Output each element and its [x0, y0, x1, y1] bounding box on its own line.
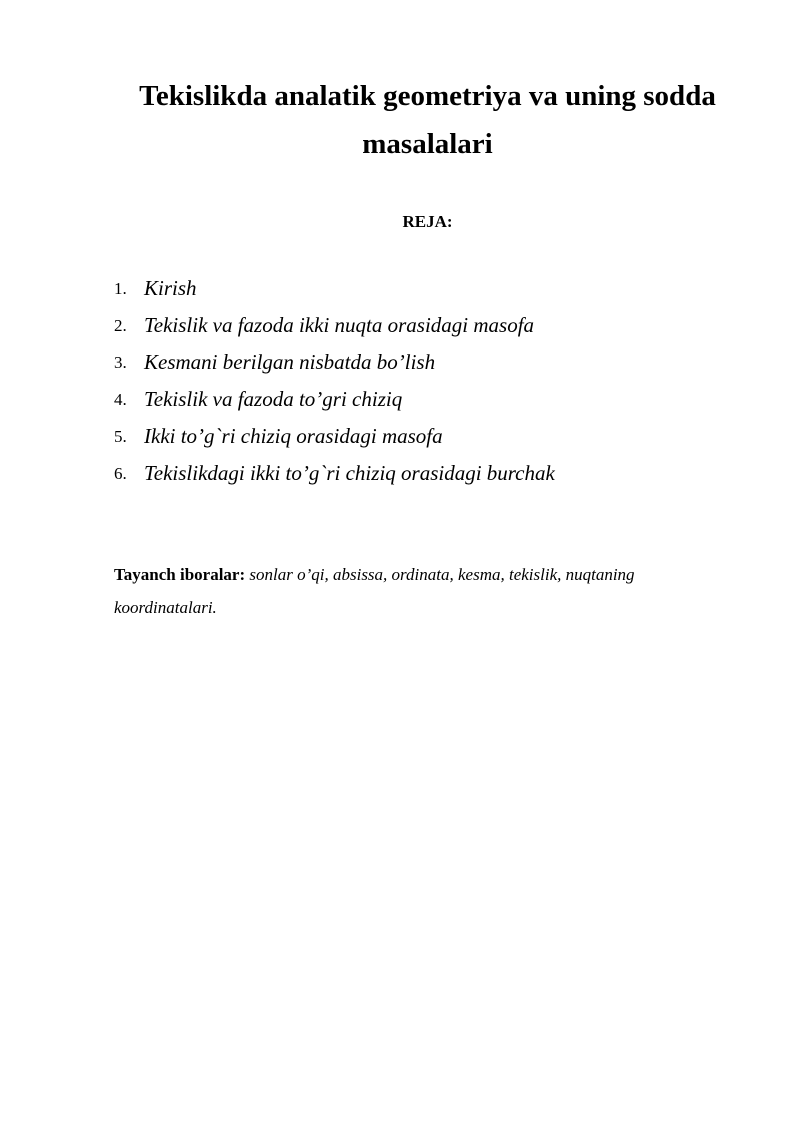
plan-item-text: Tekislik va fazoda to’gri chiziq: [144, 387, 403, 411]
keywords-text: sonlar o’qi, absissa, ordinata, kesma, tekislik, nuqtaning koordinatalari.: [114, 565, 635, 617]
plan-item-text: Kirish: [144, 276, 197, 300]
plan-heading: REJA:: [402, 212, 453, 231]
plan-item-number: 5.: [114, 427, 127, 446]
plan-item-text: Tekislikdagi ikki to’g`ri chiziq orasidagi burchak: [144, 461, 555, 485]
plan-item-text: Kesmani berilgan nisbatda bo’lish: [144, 350, 436, 374]
plan-item-number: 4.: [114, 390, 127, 409]
plan-item-text: Tekislik va fazoda ikki nuqta orasidagi masofa: [144, 313, 535, 337]
plan-item-number: 6.: [114, 464, 127, 483]
keywords-paragraph: [114, 558, 724, 624]
plan-item-number: 3.: [114, 353, 127, 372]
plan-item-number: 2.: [114, 316, 127, 335]
plan-item-number: 1.: [114, 279, 127, 298]
plan-item-text: Ikki to’g`ri chiziq orasidagi masofa: [144, 424, 443, 448]
document-title: Tekislikda analatik geometriya va uning sodda masalalari: [139, 80, 716, 160]
keywords-label: Tayanch iboralar:: [114, 565, 246, 584]
